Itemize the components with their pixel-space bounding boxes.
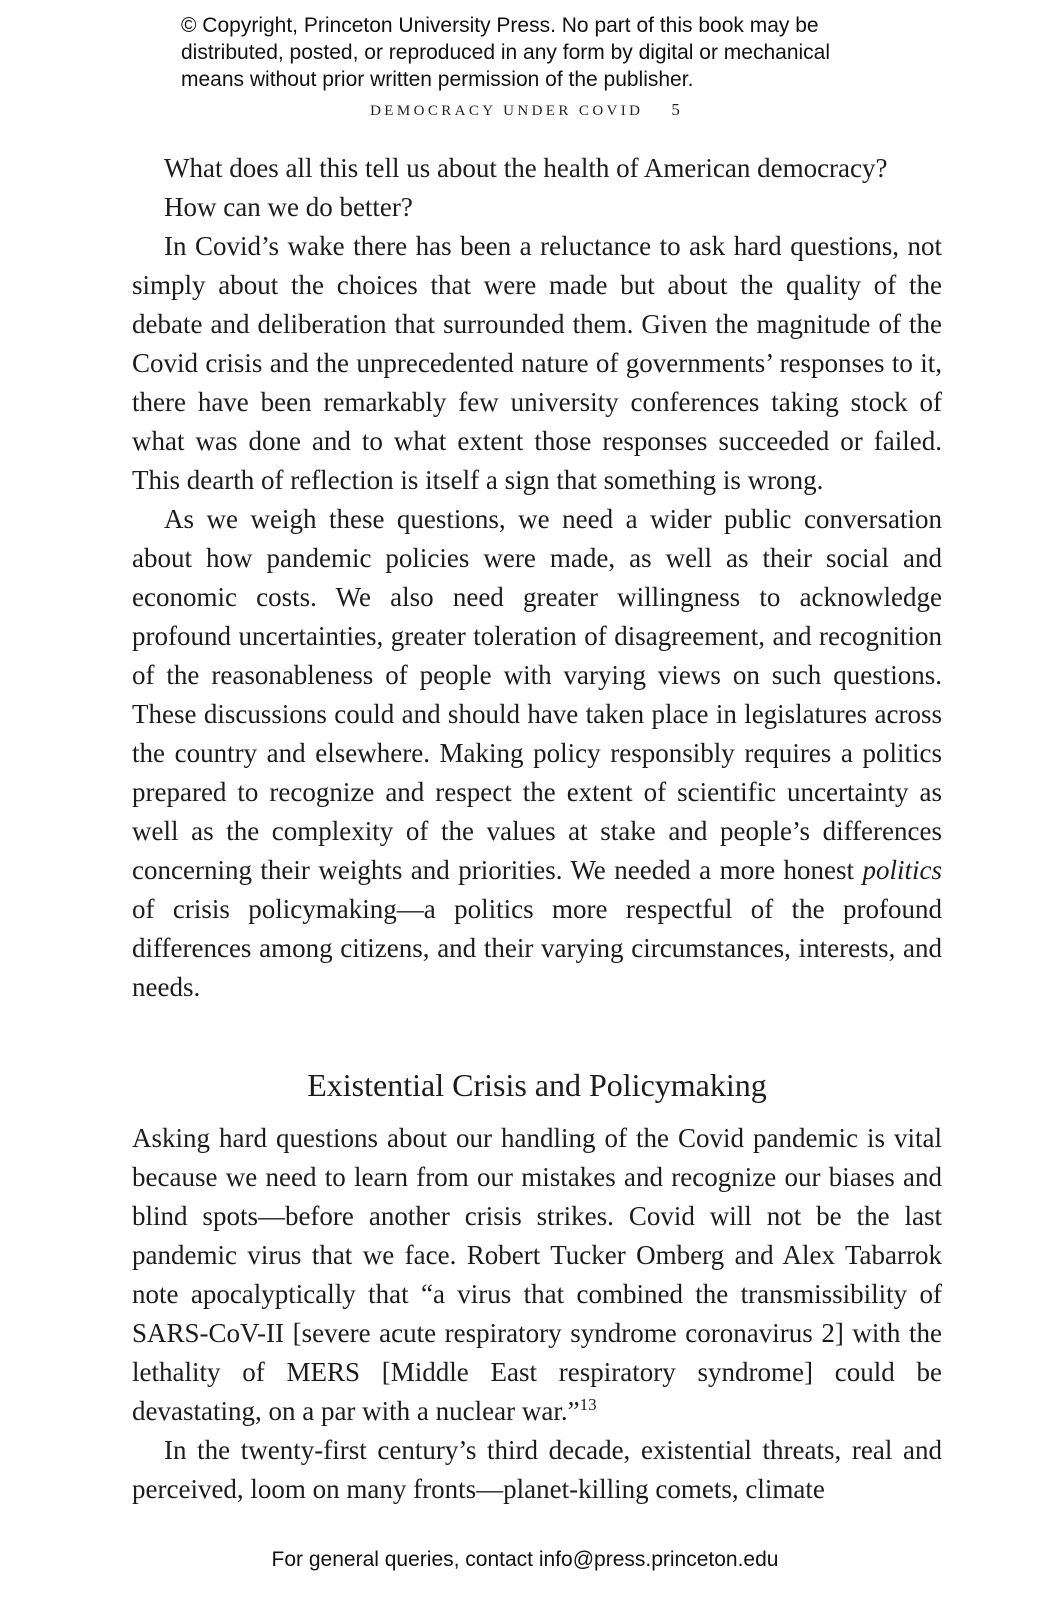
body-paragraph: In the twenty-first century’s third decade, existential threats, real and perceived, loom on many fronts—planet-killing comets, climate	[132, 1435, 942, 1504]
body-paragraph: What does all this tell us about the health of American democracy? How can we do better?	[164, 153, 888, 222]
footnote-reference[interactable]: 13	[579, 1395, 597, 1414]
copyright-line: © Copyright, Princeton University Press. No part of this book may be	[181, 14, 819, 37]
body-paragraph: In Covid’s wake there has been a reluctance to ask hard questions, not simply about the choices that were made but about the quality of the debate and deliberation that surrounded them. Given the magnitude of the Covid crisis and the unprecedented nature of governments’ responses to it, there have been remarkably few university conferences taking stock of what was done and to what extent those responses succeeded or failed. This dearth of reflection is itself a sign that something is wrong.	[132, 231, 942, 495]
body-paragraph	[132, 1119, 942, 1431]
running-head-title: DEMOCRACY UNDER COVID	[370, 103, 644, 119]
emphasized-word: politics	[862, 855, 942, 885]
copyright-line: means without prior written permission of the publisher.	[181, 68, 694, 91]
paragraph-text: As we weigh these questions, we need a wider public conversation about how pandemic policies were made, as well as their social and economic costs. We also need greater willingness to acknowledge profound uncertainties, greater toleration of disagreement, and recognition of the reasonableness of people with varying views on such questions. These discussions could and should have taken place in legislatures across the country and elsewhere. Making policy responsibly requires a politics prepared to recognize and respect the extent of scientific uncertainty as well as the complexity of the values at stake and people’s differences concerning their weights and priorities. We needed a more honest	[132, 504, 942, 885]
footer-contact: For general queries, contact info@press.princeton.edu	[271, 1548, 779, 1571]
page-number: 5	[671, 100, 680, 119]
body-paragraph	[132, 500, 942, 1007]
paragraph-text: Asking hard questions about our handling of the Covid pandemic is vital because we need to learn from our mistakes and recognize our biases and blind spots—before another crisis strikes. Covid will not be the last pandemic virus that we face. Robert Tucker Omberg and Alex Tabarrok note apocalyptically that “a virus that combined the transmissibility of SARS-CoV-II [severe acute respiratory syndrome coronavirus 2] with the lethality of MERS [Middle East respiratory syndrome] could be devastating, on a par with a nuclear war.”	[132, 1123, 942, 1426]
copyright-notice	[181, 12, 921, 93]
copyright-line: distributed, posted, or reproduced in any form by digital or mechanical	[181, 41, 831, 64]
section-heading: Existential Crisis and Policymaking	[307, 1067, 767, 1103]
running-head	[0, 100, 1050, 120]
paragraph-text: of crisis policymaking—a politics more respectful of the profound differences among citizens, and their varying circumstances, interests, and needs.	[132, 894, 942, 1002]
page-body	[132, 149, 942, 1509]
